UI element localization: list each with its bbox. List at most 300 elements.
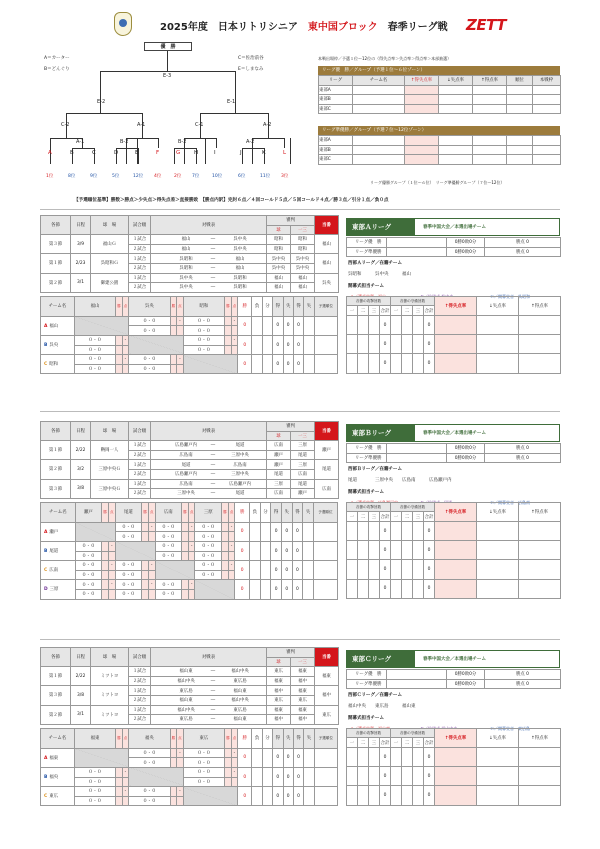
score-ratio-cell <box>519 315 561 334</box>
team-key: A <box>44 529 48 535</box>
winner-points: 勝点 0 <box>485 444 561 454</box>
round1-label-3: B-2 <box>178 139 187 145</box>
stat-diff: 0 <box>292 561 303 580</box>
matrix-col-team: 広南 <box>155 502 182 522</box>
score-ratio-cell <box>519 747 561 766</box>
matrix-col-team: 尾道 <box>115 502 142 522</box>
inning-grid <box>346 502 561 599</box>
matrix-team <box>41 767 75 786</box>
matrix-stat-header: 負 <box>252 296 262 316</box>
stat-extra <box>304 335 314 354</box>
umpire-base-header: 一三 <box>291 225 315 235</box>
bracket-line <box>242 148 243 164</box>
standings-header-3: ↑得失点率 <box>405 76 439 86</box>
league-sub: 春季中国大会／本選出場チーム <box>414 218 560 236</box>
home-team: 東広島 <box>179 688 193 694</box>
umpire-plate-header: 球 <box>267 225 291 235</box>
game-row <box>41 705 339 715</box>
standings-cell <box>439 95 473 105</box>
schedule-header: 対戦表 <box>151 648 267 667</box>
inning-cell <box>358 315 369 334</box>
matrix-yosen-header: 予選順位 <box>314 728 337 748</box>
matrix-team <box>41 561 76 580</box>
matrix-pt-cell <box>108 570 115 580</box>
lost-ratio-cell <box>477 747 519 766</box>
matrix-row <box>41 522 338 532</box>
matrix-stat-header: 失 <box>303 502 314 522</box>
bracket-line <box>184 138 216 139</box>
home-team: 呉中央 <box>179 275 193 281</box>
standings-cell <box>533 136 561 146</box>
title-post: 春季リーグ戦 <box>377 22 448 33</box>
game-row <box>41 441 339 451</box>
round-date: 3/2 <box>71 460 91 479</box>
inning-row <box>347 315 561 334</box>
inning-total: 0 <box>424 315 435 334</box>
matrix-win-cell <box>182 522 189 532</box>
standings-cell <box>473 95 507 105</box>
win-count: 0 <box>238 748 252 767</box>
duty-team: 福山 <box>315 254 339 273</box>
standings-note: 本戦出場枠／予選１位〜12位の（得失点率＞失点率＞得点率＞本部抽選） <box>318 56 452 61</box>
duty-team: 福中 <box>315 686 339 705</box>
matrix-col-win: 勝 <box>170 728 176 748</box>
schedule-table <box>40 215 339 293</box>
inning-cell <box>402 747 413 766</box>
schedule-header: 球 場 <box>91 648 129 667</box>
vs-dash: ― <box>210 698 216 704</box>
standings-cell <box>405 95 439 105</box>
vs-dash: ― <box>210 247 216 253</box>
matchup <box>151 469 267 479</box>
inning-cell <box>347 541 358 560</box>
inning-row <box>347 335 561 354</box>
team-name: 福央 <box>49 775 59 781</box>
matrix-pt-cell <box>231 758 237 768</box>
inning-cell <box>369 786 380 805</box>
inning-subheader: 合計 <box>424 512 435 522</box>
ratio-header: ↑得失点率 <box>435 296 477 315</box>
stat-diff: 0 <box>293 316 303 335</box>
vs-dash: ― <box>210 481 216 487</box>
round-label: 第２節 <box>41 460 71 479</box>
west-league-label: 西部Ａリーグ／在籍チーム <box>348 261 402 266</box>
rank-6: 4位 <box>154 174 162 179</box>
matrix-score: ０ - ０ <box>195 551 222 561</box>
matchup <box>151 273 267 283</box>
league-name: 東部Ｃリーグ <box>346 650 414 668</box>
lose-count <box>252 767 262 786</box>
inning-row <box>347 747 561 766</box>
team-key: A <box>44 323 48 329</box>
home-team: 広島瀬戸内 <box>175 443 197 449</box>
standings-cell <box>533 85 561 95</box>
inning-subheader: 三 <box>369 306 380 316</box>
matrix-score: ０ - ０ <box>155 541 182 551</box>
matrix-col-win: 勝 <box>116 728 122 748</box>
score-ratio-cell <box>519 579 561 598</box>
home-team: 尾道 <box>181 462 191 468</box>
score-ratio-cell <box>519 521 561 540</box>
matrix-col-team: 呉央 <box>129 296 171 316</box>
inning-total: 0 <box>424 521 435 540</box>
matrix-pt-cell: - <box>177 787 183 797</box>
matrix-score: ０ - ０ <box>183 767 225 777</box>
inning-cell <box>369 560 380 579</box>
inning-subheader: 三 <box>413 512 424 522</box>
upper-group-title: リーグ優 勝／グループ（予選１位〜６位ゾーン） <box>318 66 560 75</box>
matrix-win-cell <box>222 570 229 580</box>
team-name: 三原 <box>49 587 59 593</box>
inning-cell <box>402 521 413 540</box>
duty-header: 当番 <box>315 648 339 667</box>
vs-dash: ― <box>210 707 216 713</box>
matrix-win-cell <box>222 522 229 532</box>
inning-cell <box>358 354 369 373</box>
matrix-win-cell <box>182 541 189 551</box>
note-c: C＝佐治前谷 <box>238 56 264 61</box>
inning-total: 0 <box>424 335 435 354</box>
matrix-score: ０ - ０ <box>195 541 222 551</box>
west-team: 東広島 <box>375 704 389 709</box>
rank-7: 2位 <box>174 174 182 179</box>
score-ratio-header: ↑得点率 <box>519 296 561 315</box>
inning-cell <box>358 521 369 540</box>
umpire-base: 福中 <box>291 676 315 686</box>
inning-cell <box>347 579 358 598</box>
inning-total: 0 <box>424 767 435 786</box>
stat-diff: 0 <box>293 355 303 374</box>
inning-total: 0 <box>380 579 391 598</box>
inning-row <box>347 560 561 579</box>
matrix-col-pt: 点 <box>108 502 115 522</box>
round-venue: 福山Ｇ <box>91 235 129 254</box>
schedule-header: 試合順 <box>129 216 151 235</box>
matrix-score: ０ - ０ <box>74 787 116 797</box>
inning-subheader: 一 <box>347 512 358 522</box>
inning-cell <box>391 767 402 786</box>
inning-cell <box>369 579 380 598</box>
matrix-row <box>41 541 338 551</box>
inning-cell <box>402 579 413 598</box>
standings-cell <box>439 155 473 165</box>
note-e: E＝しまなみ <box>238 67 264 72</box>
matrix-score: ０ - ０ <box>129 326 171 336</box>
round-venue: 鞆岡一人 <box>91 441 129 460</box>
inning-cell <box>358 579 369 598</box>
win-count: 0 <box>238 316 252 335</box>
matrix-score: ０ - ０ <box>75 551 102 561</box>
round-label: 第２節 <box>41 705 71 724</box>
lose-count <box>252 335 262 354</box>
winner-record: 0勝0敗0分 <box>447 679 485 689</box>
winner-team <box>387 238 447 248</box>
ranking-rules: 【予選順位基準】勝数＞勝点＞少失点＞得失点差＞直接勝敗 【勝点内訳】完封６点／４回コールド５点／５回コールド４点／勝３点／引分１点／負０点 <box>74 198 389 203</box>
game-row <box>41 460 339 470</box>
team-slot-K: K <box>262 150 266 156</box>
west-team: 三原中央 <box>375 478 393 483</box>
stat-allowed: 0 <box>283 316 293 335</box>
standings-cell <box>507 145 533 155</box>
matrix-pt-cell: - <box>122 767 128 777</box>
team-slot-G: G <box>176 150 181 156</box>
home-team: 呉昭和 <box>179 266 193 272</box>
matrix-pt-cell: - <box>122 335 128 345</box>
opening-ceremony-label: 開幕式担当チーム <box>348 716 384 721</box>
matrix-score: ０ - ０ <box>74 355 116 365</box>
winner-label: リーグ準優勝 <box>347 453 387 463</box>
matrix-pt-cell: - <box>188 522 195 532</box>
matrix-stat-header: 失 <box>304 728 314 748</box>
matrix-score: ０ - ０ <box>74 777 116 787</box>
winner-label: リーグ優 勝 <box>347 238 387 248</box>
matrix-score: ０ - ０ <box>155 532 182 542</box>
stat-runs: 0 <box>271 561 282 580</box>
umpire-plate: 福中 <box>267 715 291 725</box>
inning-cell <box>413 521 424 540</box>
winner-record: 0勝0敗0分 <box>447 453 485 463</box>
schedule-header: 各節 <box>41 216 71 235</box>
team-key: C <box>44 362 48 368</box>
home-team: 福山東 <box>179 669 193 675</box>
matchup <box>151 263 267 273</box>
standings-header-5: ↑得点率 <box>473 76 507 86</box>
game-order: ２試合 <box>129 715 151 725</box>
umpire-base: 広南 <box>291 469 315 479</box>
matrix-score: ０ - ０ <box>129 796 171 806</box>
bracket-line <box>290 138 291 164</box>
umpire-plate: 福東 <box>267 705 291 715</box>
stat-allowed: 0 <box>281 561 292 580</box>
inning-subheader: 合計 <box>424 306 435 316</box>
win-count: 0 <box>235 522 250 541</box>
standings-cell <box>507 85 533 95</box>
brand-logo: ZETT <box>466 16 506 34</box>
away-team: 福山 <box>235 266 245 272</box>
score-ratio-cell <box>519 560 561 579</box>
final-label: E-3 <box>163 73 172 79</box>
matrix-pt-cell <box>231 777 237 787</box>
bracket-line <box>174 148 196 149</box>
standings-row <box>319 155 561 165</box>
matrix-score: ０ - ０ <box>183 345 225 355</box>
inning-total: 0 <box>380 747 391 766</box>
matrix-stat-header: 失 <box>283 296 293 316</box>
inning-subheader: 合計 <box>380 738 391 748</box>
stat-allowed: 0 <box>283 748 293 767</box>
matrix-score: ０ - ０ <box>129 748 171 758</box>
inning-cell <box>369 747 380 766</box>
matrix-score: ０ - ０ <box>74 364 116 374</box>
inning-subheader: 二 <box>358 306 369 316</box>
win-count: 0 <box>238 355 252 374</box>
rank-8: 7位 <box>192 174 200 179</box>
matrix-col-pt: 点 <box>231 296 237 316</box>
matrix-score: ０ - ０ <box>115 522 142 532</box>
round-date: 2/22 <box>71 441 91 460</box>
matchup <box>151 705 267 715</box>
schedule-header: 日程 <box>71 216 91 235</box>
stat-diff: 0 <box>292 541 303 560</box>
umpire-plate-header: 球 <box>267 431 291 441</box>
away-team: 福山東 <box>233 688 247 694</box>
inning-cell <box>347 786 358 805</box>
matrix-row <box>41 355 338 365</box>
standings-cell <box>353 95 405 105</box>
matrix-pt-cell: - <box>177 748 183 758</box>
ratio-cell <box>435 560 477 579</box>
game-order: １試合 <box>129 705 151 715</box>
round-venue: ミツトヨ <box>91 705 129 724</box>
winner-team <box>387 453 447 463</box>
umpire-plate: 呉中央 <box>267 254 291 264</box>
umpire-plate: 福山 <box>267 283 291 293</box>
schedule-table <box>40 421 339 499</box>
west-league-label: 西部Ｃリーグ／在籍チーム <box>348 693 402 698</box>
standings-cell <box>533 155 561 165</box>
winner-record: 0勝0敗0分 <box>447 238 485 248</box>
matrix-pt-cell <box>177 796 183 806</box>
matrix-win-cell <box>142 561 149 571</box>
stat-extra <box>303 541 314 560</box>
standings-cell <box>533 145 561 155</box>
umpire-plate: 福東 <box>267 676 291 686</box>
standings-cell <box>353 155 405 165</box>
winner-record: 0勝0敗0分 <box>447 247 485 257</box>
west-team: 広島瀬戸内 <box>429 478 452 483</box>
inning-cell <box>347 560 358 579</box>
ratio-cell <box>435 335 477 354</box>
inning-cell <box>413 767 424 786</box>
matrix-pt-cell <box>148 532 155 542</box>
matrix-pt-cell: - <box>188 541 195 551</box>
inning-subheader: 三 <box>369 738 380 748</box>
umpire-base-header: 一三 <box>291 657 315 667</box>
rank-3: 9位 <box>90 174 98 179</box>
inning-total: 0 <box>424 579 435 598</box>
inning-subheader: 合計 <box>380 306 391 316</box>
game-order: １試合 <box>129 479 151 489</box>
inning-cell <box>391 579 402 598</box>
round-date: 3/8 <box>71 686 91 705</box>
matrix-win-cell <box>102 580 109 590</box>
matrix-team <box>41 335 75 354</box>
team-slot-I: I <box>214 150 216 156</box>
stat-allowed: 0 <box>283 787 293 806</box>
team-key: B <box>44 343 48 349</box>
inning-cell <box>413 579 424 598</box>
standings-cell <box>405 85 439 95</box>
away-team: 尾道 <box>235 443 245 449</box>
away-team: 福山東 <box>233 717 247 723</box>
inning-total: 0 <box>380 335 391 354</box>
rank-1: 1位 <box>46 174 54 179</box>
bracket-line <box>126 138 158 139</box>
team-name: 広南 <box>49 568 59 574</box>
west-team: 広島南 <box>402 478 416 483</box>
matchup <box>151 489 267 499</box>
team-name: 東広 <box>49 794 59 800</box>
inning-cell <box>391 315 402 334</box>
inning-row <box>347 579 561 598</box>
stat-extra <box>304 316 314 335</box>
away-team: 福山 <box>235 256 245 262</box>
inning-cell <box>358 747 369 766</box>
home-team: 呉中央 <box>179 285 193 291</box>
matrix-col-pt: 点 <box>148 502 155 522</box>
matchup <box>151 441 267 451</box>
score-ratio-header: ↑得点率 <box>519 502 561 521</box>
vs-dash: ― <box>210 285 216 291</box>
matrix-yosen-header: 予選順位 <box>313 502 337 522</box>
umpire-plate: 福山 <box>267 273 291 283</box>
matrix-score: ０ - ０ <box>75 541 102 551</box>
team-key: B <box>44 775 48 781</box>
standings-league: 東部B <box>319 95 353 105</box>
win-count: 0 <box>235 541 250 560</box>
stat-extra <box>304 787 314 806</box>
away-team: 呉昭和 <box>233 275 247 281</box>
matrix-pt-cell <box>177 364 183 374</box>
umpire-header: 審判 <box>267 216 315 226</box>
inning-subheader: 合計 <box>424 738 435 748</box>
west-team: 福山 <box>402 272 411 277</box>
away-team: 尾道 <box>235 491 245 497</box>
matrix-win-cell <box>222 561 229 571</box>
standings-cell <box>473 155 507 165</box>
game-order: ２試合 <box>129 450 151 460</box>
matrix-self-cell <box>115 541 155 560</box>
inning-cell <box>369 521 380 540</box>
matrix-score: ０ - ０ <box>195 570 222 580</box>
home-team: 福山 <box>181 237 191 243</box>
standings-cell <box>533 95 561 105</box>
matrix-col-pt: 点 <box>177 728 183 748</box>
draw-count <box>262 748 272 767</box>
bracket-line <box>116 148 138 149</box>
inning-cell <box>391 354 402 373</box>
matrix-col-pt: 点 <box>228 502 235 522</box>
inning-subheader: 三 <box>413 738 424 748</box>
stat-extra <box>303 580 314 599</box>
round-label: 第３節 <box>41 686 71 705</box>
round-label: 第１節 <box>41 254 71 273</box>
lost-ratio-cell <box>477 335 519 354</box>
matrix-self-cell <box>74 316 128 335</box>
matrix-self-cell <box>129 767 183 786</box>
score-ratio-cell <box>519 786 561 805</box>
duty-team: 広南 <box>315 479 339 498</box>
umpire-plate: 広南 <box>267 441 291 451</box>
home-team: 呉昭和 <box>179 256 193 262</box>
game-order: １試合 <box>129 273 151 283</box>
inning-cell <box>402 335 413 354</box>
game-row <box>41 686 339 696</box>
inning-total: 0 <box>380 541 391 560</box>
inning-cell <box>347 335 358 354</box>
divider <box>40 209 560 210</box>
umpire-base: 呉中央 <box>291 263 315 273</box>
league-name: 東部Ａリーグ <box>346 218 414 236</box>
standings-cell <box>473 85 507 95</box>
yosen-rank <box>313 541 337 560</box>
team-key: D <box>44 587 48 593</box>
inning-total: 0 <box>424 560 435 579</box>
matchup <box>151 235 267 245</box>
umpire-base: 瀬戸 <box>291 489 315 499</box>
round-venue: ミツトヨ <box>91 686 129 705</box>
vs-dash: ― <box>210 669 216 675</box>
